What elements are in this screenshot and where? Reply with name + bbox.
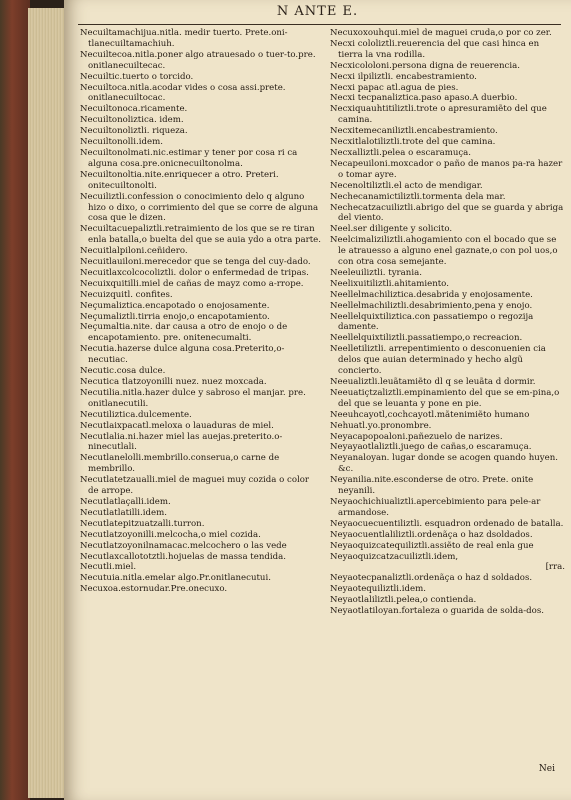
dictionary-entry: Neçumaltia.nite. dar causa a otro de enojo o de encapotamiento. pre. onitenecumalti. <box>80 322 288 344</box>
running-head: N ANTE E. <box>276 4 359 19</box>
catchword: Nei <box>538 764 555 774</box>
dictionary-entry: Neyayaotlaliztli.juego de cañas,o escaramuça. <box>330 442 532 453</box>
dictionary-entry: Nehuatl.yo.pronombre. <box>330 420 432 431</box>
dictionary-entry: Necuiltonoca.ricamente. <box>80 104 188 115</box>
dictionary-entry: Neeleuiliztli. tyrania. <box>330 267 422 278</box>
dictionary-entry: Neyaotlaliliztli.pelea,o contienda. <box>330 595 477 606</box>
dictionary-entry: Necuiltamachijua.nitla. medir tuerto. Prete.oni-tlanecuiltamachiuh. <box>80 28 288 49</box>
dictionary-entry: Neeualiztli.leuãtamiẽto dl q se leuãta d dormir. <box>330 377 536 387</box>
dictionary-entry: Necutlatlatilli.idem. <box>80 507 167 518</box>
dictionary-entry: Necxi cololiztli.reuerencia del que casi hinca en tierra la vna rodilla. <box>330 38 540 60</box>
dictionary-entry: Neçumaliztica.encapotado o enojosamente. <box>80 300 270 311</box>
left-column <box>80 28 322 595</box>
dictionary-entry: Neyaocuentlaliliztli.ordenãça o haz dsoldados. <box>330 529 533 540</box>
dictionary-entry: Necapeuiloni.moxcador o paño de manos pa-ra hazer o tomar ayre. <box>330 158 563 180</box>
dictionary-entry: Necuiltoca.nitla.acodar vides o cosa assi.prete. onitlanecuiltocac. <box>80 82 286 104</box>
dictionary-entry: Neçumaliztli.tirria enojo,o encapotamiento. <box>80 311 270 322</box>
dictionary-entry: Nechecanamictiliztli.tormenta dela mar. <box>330 191 506 202</box>
dictionary-entry: Neellelmachiliztli.desabrimiento,pena y enojo. <box>330 300 533 311</box>
dictionary-entry: Necuxoa.estornudar.Pre.onecuxo. <box>80 584 228 595</box>
dictionary-entry: Neyanaloyan. lugar donde se acogen quando huyen. &c. <box>330 453 558 475</box>
dictionary-entry: Necutli.miel. <box>80 562 137 573</box>
dictionary-entry: Necuxoxouhqui.miel de maguei cruda,o por co zer. <box>330 28 552 38</box>
dictionary-entry: Necuiltonoltia.nite.enriquecer a otro. Preteri. onitecuiltonolti. <box>80 169 279 191</box>
dictionary-entry: Neelixuitiliztli.ahitamiento. <box>330 278 449 289</box>
dictionary-entry: Neyaochichiualiztli.apercebimiento para pele-ar armandose. <box>330 496 541 518</box>
dictionary-entry: Necuiltacuepaliztli.retraimiento de los que se re tiran enla batalla,o buelta del que se auia ydo a otra parte. <box>80 224 321 246</box>
dictionary-entry: Nechecatzacuiliztli.abrigo del que se guarda y abriga del viento. <box>330 202 564 224</box>
dictionary-entry: Necxi ilpiliztli. encabestramiento. <box>330 71 477 82</box>
dictionary-entry: Neyaocuecuentiliztli. esquadron ordenado de batalla. <box>330 518 564 529</box>
dictionary-entry: Necutiliztica.dulcemente. <box>80 409 192 420</box>
dictionary-entry: Necutuia.nitla.emelar algo.Pr.onitlanecutui. <box>80 573 271 584</box>
dictionary-entry: Necutlatzoyonilnamacac.melcochero o las vede <box>80 540 287 551</box>
dictionary-entry: Necutlanelolli.membrillo.conserua,o carne de membrillo. <box>80 453 280 475</box>
dictionary-entry: Necuizquitl. confites. <box>80 289 173 300</box>
dictionary-entry: Necuiltonolmati.nic.estimar y tener por cosa ri ca alguna cosa.pre.onicnecuiltonolma. <box>80 147 298 169</box>
dictionary-entry: Necuitlalpiloni.ceñidero. <box>80 246 188 257</box>
dictionary-entry: Neelcimaliziliztli.ahogamiento con el bocado que se le atrauesso a alguno enel gaznate,o con pol uos,o con otra cosa semejante. <box>330 235 558 268</box>
dictionary-entry: Neyanilia.nite.esconderse de otro. Prete. onite neyanili. <box>330 475 534 497</box>
dictionary-entry: Neeuhcayotl,cochcayotl.mãtenimiẽto humano <box>330 409 530 420</box>
dictionary-entry: Necuiltic.tuerto o torcido. <box>80 71 194 82</box>
dictionary-entry: Necutia.hazerse dulce alguna cosa.Preterito,o-necutiac. <box>80 344 285 366</box>
dictionary-entry: Necutlaixpacatl.meloxa o lauaduras de miel. <box>80 420 274 431</box>
dictionary-entry: Necutlatlaçalli.idem. <box>80 496 171 507</box>
dictionary-entry: Necutica tlatzoyonilli nuez. nuez moxcada. <box>80 377 267 387</box>
dictionary-entry: Necxitemecaniliztli.encabestramiento. <box>330 126 498 137</box>
dictionary-entry: Necenoltiliztli.el acto de mendigar. <box>330 180 483 191</box>
dictionary-entry: Necuiltonoliztli. riqueza. <box>80 126 188 137</box>
dictionary-entry: Neyacapopoaloni.pañezuelo de narizes. <box>330 431 503 442</box>
dictionary-entry: Necutic.cosa dulce. <box>80 366 166 377</box>
right-column <box>330 28 565 617</box>
dictionary-entry: Necxalliztli.pelea o escaramuça. <box>330 147 472 158</box>
dictionary-entry: Necutlalia.ni.hazer miel las auejas.preterito.o-ninecutlali. <box>80 431 283 453</box>
dictionary-entry: Necuiltonolli.idem. <box>80 137 163 148</box>
dictionary-entry: Neyaotlatiloyan.fortaleza o guarida de solda-dos. <box>330 606 544 617</box>
dictionary-entry: Necuiltecoa.nitla.poner algo atrauesado o tuer-to.pre. onitlanecuiltecac. <box>80 49 316 71</box>
dictionary-entry: Neyaoquizcatzacuiliztli.idem, <box>330 551 459 562</box>
dictionary-entry: Necutilia.nitla.hazer dulce y sabroso el manjar. pre. onitlanecutili. <box>80 387 306 409</box>
dictionary-entry: Neyaotequiliztli.idem. <box>330 584 427 595</box>
dictionary-entry: Necutlaxcallototztli.hojuelas de massa tendida. <box>80 551 286 562</box>
dictionary-entry: Neellelquixtiliztica.con passatiempo o regozija damente. <box>330 311 534 333</box>
dictionary-entry: Necutlatepitzuatzalli.turron. <box>80 518 205 529</box>
dictionary-entry: Necxiquauhtitiliztli.trote o apresuramiẽto del que camina. <box>330 104 547 126</box>
dictionary-entry: Neellelmachiliztica.desabrida y enojosamente. <box>330 289 533 300</box>
dictionary-entry: Necutlatetzaualli.miel de maguei muy cozida o color de arrope. <box>80 475 310 497</box>
dictionary-entry: Necuitlaxcolcocoliztli. dolor o enfermedad de tripas. <box>80 267 309 278</box>
dictionary-entry: Necxicololoni.persona digna de reuerencia. <box>330 60 520 71</box>
header-rule <box>78 24 561 25</box>
marginal-continuation: [rra. <box>545 562 565 573</box>
dictionary-entry: Necutlatzoyonilli.melcocha,o miel cozida. <box>80 529 261 540</box>
dictionary-entry: Neellelquixtiliztli.passatiempo,o recreacion. <box>330 333 523 344</box>
dictionary-entry: Neyaoquizcatequiliztli.assiẽto de real enla gue <box>330 540 534 551</box>
dictionary-entry: Necuiliztli.confession o conocimiento delo q alguno hizo o dixo, o corrimiento del que se corre de alguna cosa que le dizen. <box>80 191 319 224</box>
dictionary-page <box>64 0 571 800</box>
book-binding <box>0 0 30 800</box>
dictionary-entry: Necuixquitilli.miel de cañas de mayz como a-rrope. <box>80 278 304 289</box>
dictionary-entry: Necuitlauiloni.merecedor que se tenga del cuy-dado. <box>80 257 311 268</box>
dictionary-entry: Necxi tecpanaliztica.paso apaso.A duerbio. <box>330 93 518 104</box>
dictionary-entry: Neelletiliztli. arrepentimiento o desconuenien cia delos que auian determinado y hecho algũ concierto. <box>330 344 546 377</box>
dictionary-entry: Neeuatiçtzaliztli.empinamiento del que se em-pina,o del que se leuanta y pone en pie. <box>330 387 560 409</box>
dictionary-entry: Necxi papac atl.agua de pies. <box>330 82 459 93</box>
dictionary-entry: Neel.ser diligente y solicito. <box>330 224 453 235</box>
dictionary-entry: Neyaotecpanaliztli.ordenãça o haz d soldados. <box>330 573 533 584</box>
dictionary-entry: Necuiltonoliztica. idem. <box>80 115 184 126</box>
dictionary-entry: Necxitlalotiliztli.trote del que camina. <box>330 137 496 148</box>
